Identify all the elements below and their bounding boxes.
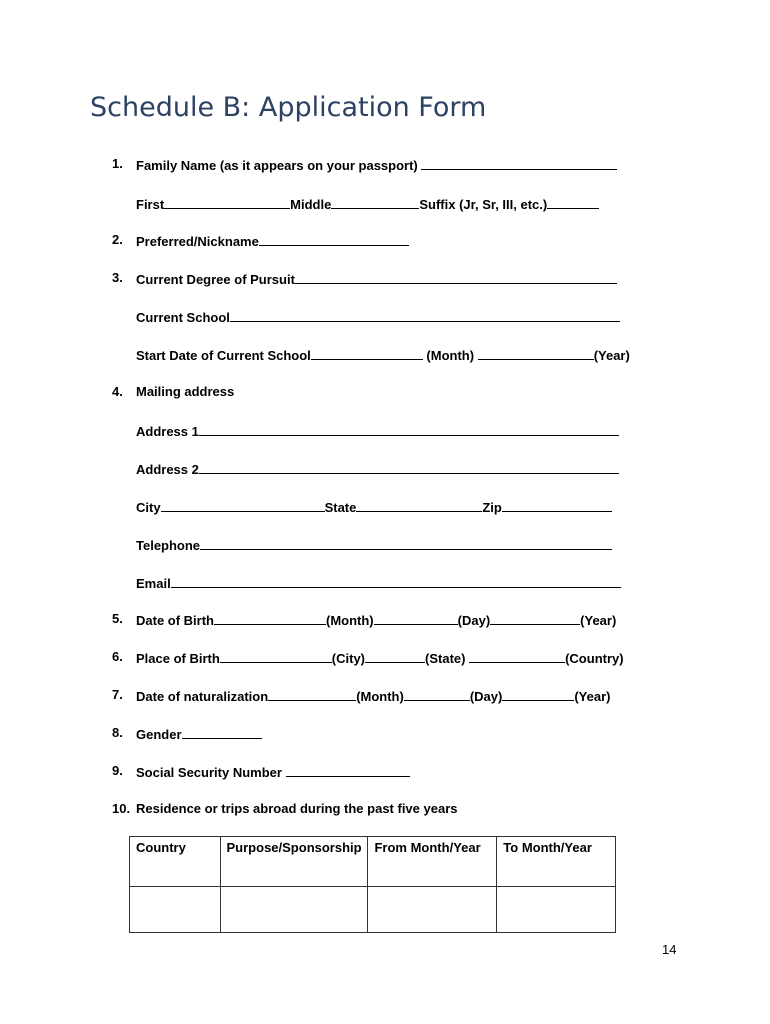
family-name-label: Family Name (as it appears on your passport) — [136, 158, 418, 173]
family-name-field[interactable] — [421, 156, 617, 170]
page-number: 14 — [662, 942, 677, 957]
birth-place-row — [112, 649, 624, 666]
item-number: 1. — [112, 156, 123, 171]
trips-label: Residence or trips abroad during the past five years — [136, 801, 458, 816]
city-state-zip-row — [136, 498, 612, 516]
family-name-row — [112, 156, 418, 173]
nickname-label: Preferred/Nickname — [136, 234, 259, 249]
naturalization-month-field[interactable] — [268, 687, 356, 701]
country-label: (Country) — [565, 651, 624, 666]
degree-label: Current Degree of Pursuit — [136, 272, 295, 287]
to-header: To Month/Year — [497, 837, 616, 887]
year-label: (Year) — [593, 348, 630, 363]
naturalization-day-field[interactable] — [404, 687, 470, 701]
item-number: 9. — [112, 763, 123, 778]
naturalization-label: Date of naturalization — [136, 689, 269, 704]
year-label: (Year) — [574, 689, 611, 704]
state-field[interactable] — [356, 498, 482, 512]
birth-date-row — [112, 611, 617, 628]
birth-country-field[interactable] — [469, 649, 565, 663]
month-label: (Month) — [356, 689, 404, 704]
item-number: 3. — [112, 270, 123, 285]
purpose-header: Purpose/Sponsorship — [220, 837, 368, 887]
table-header-row — [130, 837, 616, 887]
from-cell[interactable] — [368, 887, 497, 933]
start-month-field[interactable] — [311, 346, 423, 360]
birth-city-field[interactable] — [220, 649, 332, 663]
suffix-label: Suffix (Jr, Sr, III, etc.) — [419, 197, 548, 212]
item-number: 10. — [112, 801, 131, 816]
address1-row — [136, 422, 619, 440]
zip-label: Zip — [482, 500, 502, 515]
item-number: 2. — [112, 232, 123, 247]
naturalization-row — [112, 687, 611, 704]
country-cell[interactable] — [130, 887, 221, 933]
school-row — [136, 308, 620, 326]
state-label: (State) — [425, 651, 466, 666]
trips-row — [112, 801, 458, 817]
to-cell[interactable] — [497, 887, 616, 933]
item-number: 6. — [112, 649, 123, 664]
school-field[interactable] — [230, 308, 620, 322]
given-names-row — [136, 195, 599, 213]
item-number: 8. — [112, 725, 123, 740]
item-number: 7. — [112, 687, 123, 702]
birth-state-field[interactable] — [365, 649, 425, 663]
birth-month-field[interactable] — [214, 611, 326, 625]
birth-year-field[interactable] — [490, 611, 580, 625]
city-field[interactable] — [161, 498, 325, 512]
month-label: (Month) — [426, 348, 475, 363]
purpose-cell[interactable] — [220, 887, 368, 933]
from-header: From Month/Year — [368, 837, 497, 887]
suffix-field[interactable] — [547, 195, 599, 209]
telephone-row — [136, 536, 612, 554]
first-name-field[interactable] — [164, 195, 290, 209]
year-label: (Year) — [580, 613, 617, 628]
nickname-field[interactable] — [259, 232, 409, 246]
start-date-row — [136, 346, 630, 364]
address2-row — [136, 460, 619, 478]
country-header: Country — [130, 837, 221, 887]
first-name-label: First — [136, 197, 165, 212]
email-field[interactable] — [171, 574, 621, 588]
telephone-field[interactable] — [200, 536, 612, 550]
degree-row — [112, 270, 295, 287]
nickname-row — [112, 232, 259, 249]
middle-name-label: Middle — [290, 197, 332, 212]
ssn-field[interactable] — [286, 763, 410, 777]
address2-label: Address 2 — [136, 462, 199, 477]
degree-field[interactable] — [295, 270, 617, 284]
mailing-address-row — [112, 384, 235, 400]
gender-label: Gender — [136, 727, 182, 742]
address1-label: Address 1 — [136, 424, 199, 439]
item-number: 4. — [112, 384, 123, 399]
birth-day-field[interactable] — [374, 611, 458, 625]
ssn-label: Social Security Number — [136, 765, 282, 780]
school-label: Current School — [136, 310, 230, 325]
address1-field[interactable] — [199, 422, 619, 436]
telephone-label: Telephone — [136, 538, 201, 553]
day-label: (Day) — [469, 689, 503, 704]
trips-table — [129, 836, 616, 933]
month-label: (Month) — [326, 613, 374, 628]
ssn-row — [112, 763, 282, 780]
start-year-field[interactable] — [478, 346, 594, 360]
city-label: (City) — [331, 651, 366, 666]
gender-field[interactable] — [182, 725, 262, 739]
day-label: (Day) — [457, 613, 491, 628]
birth-place-label: Place of Birth — [136, 651, 220, 666]
start-date-label: Start Date of Current School — [136, 348, 311, 363]
zip-field[interactable] — [502, 498, 612, 512]
table-row — [130, 887, 616, 933]
city-label: City — [136, 500, 161, 515]
email-label: Email — [136, 576, 171, 591]
address2-field[interactable] — [199, 460, 619, 474]
item-number: 5. — [112, 611, 123, 626]
middle-name-field[interactable] — [331, 195, 419, 209]
email-row — [136, 574, 621, 592]
birth-date-label: Date of Birth — [136, 613, 214, 628]
gender-row — [112, 725, 182, 742]
mailing-address-label: Mailing address — [136, 384, 235, 399]
state-label: State — [324, 500, 357, 515]
naturalization-year-field[interactable] — [502, 687, 574, 701]
page-title: Schedule B: Application Form — [90, 92, 487, 123]
